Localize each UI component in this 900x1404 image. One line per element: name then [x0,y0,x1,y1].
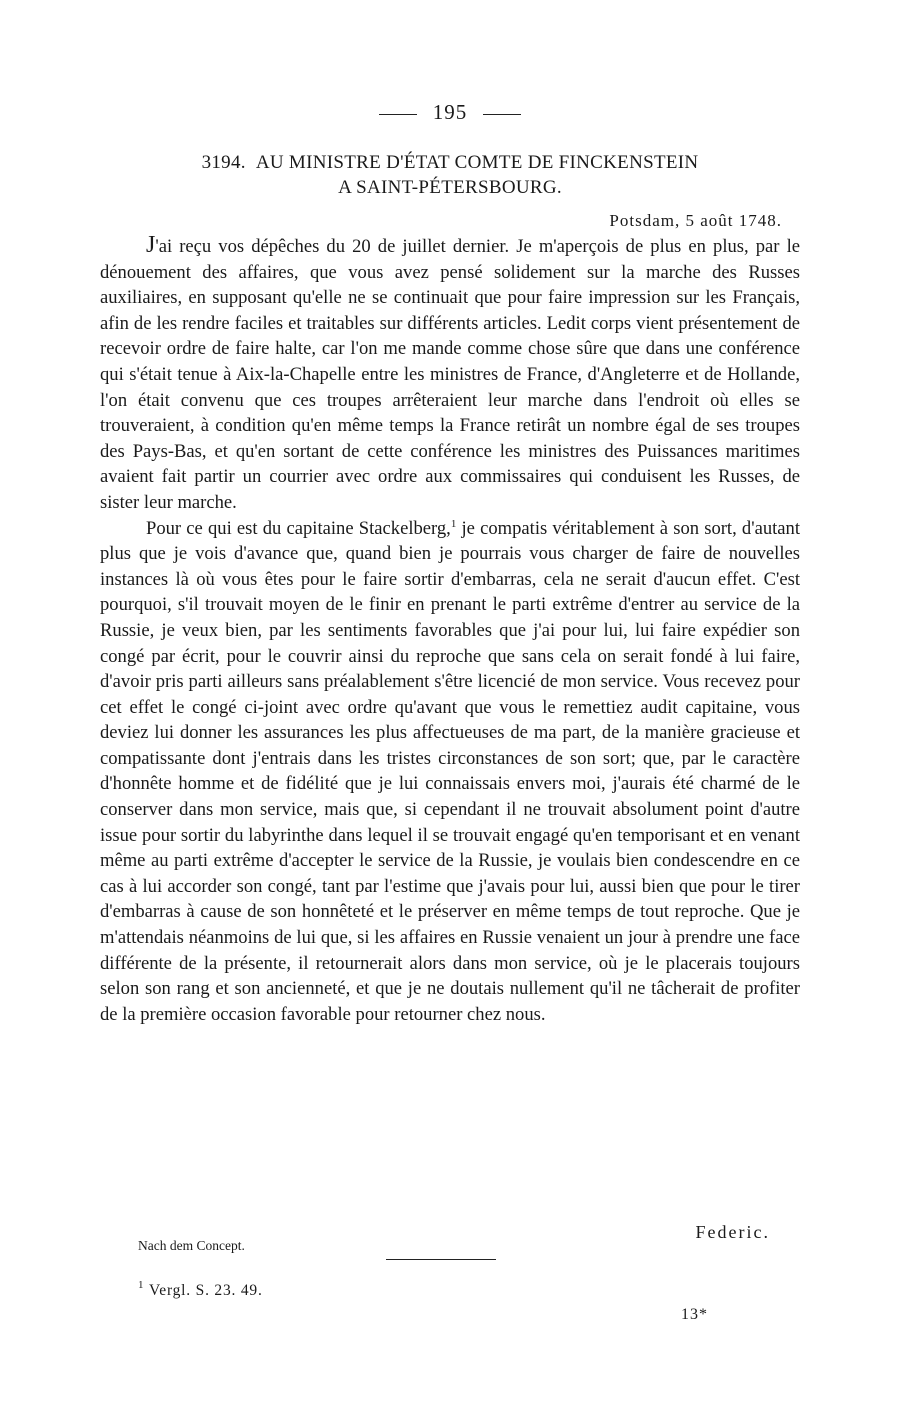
footnote-mark: 1 [138,1279,145,1291]
footnote-text: Vergl. S. 23. 49. [149,1282,263,1299]
footnote-divider [386,1259,496,1260]
header-dash-left [379,114,417,115]
letter-title [100,150,800,200]
footnote-reference: 1 [450,517,457,530]
paragraph-2 [100,516,800,1028]
page-header [0,100,900,125]
title-line-2: A SAINT-PÉTERSBOURG. [338,177,562,198]
paragraph-2-text-end: je compatis véritablement à son sort, d'autant plus que je vois d'avance que, quand bien je pourrais vous charger de faire de nouvelles instances là où vous êtes pour le faire sortir d'embarras, cela ne serait d'aucun effet. C'est pourquoi, s'il trouvait moyen de le finir en prenant le parti extrême d'entrer au service de la Russie, je veux bien, par les sentiments favorables que j'ai pour lui, lui faire expédier son congé par écrit, pour le couvrir ainsi du reproche que sans cela on serait fondé à lui faire, d'avoir pris parti ailleurs sans préalablement s'être licencié de mon service. Vous recevez pour cet effet le congé ci-joint avec ordre qu'avant que vous le remettiez audit capitaine, vous deviez lui donner les assurances les plus affectueuses de ma part, de la manière gracieuse et compatissante dont j'entrais dans les tristes circonstances de son sort; que, par le caractère d'honnête homme et de fidélité que je lui connaissais envers moi, j'aurais été charmé de le conserver dans mon service, mais que, si cependant il ne trouvait absolument point d'autre issue pour sortir du labyrinthe dans lequel il se trouvait engagé qu'en temporisant et en venant même au parti extrême d'accepter le service de la Russie, je voulais bien condescendre en ce cas à lui accorder son congé, tant par l'estime que j'avais pour lui, aussi bien que pour le tirer d'embarras à cause de son honnêteté et le préserver en même temps de tout reproche. Que je m'attendais néanmoins de lui que, si les affaires en Russie venaient un jour à prendre une face différente de la présente, il retournerait alors dans mon service, où je le placerais toujours selon son rang et son ancienneté, et que je ne doutais nullement qu'il ne tâcherait de profiter de la première occasion favorable pour retourner chez nous. [100,517,800,1025]
footnote [138,1279,263,1300]
title-recipient: AU MINISTRE D'ÉTAT COMTE DE FINCKENSTEIN [255,152,699,173]
title-line-1 [100,150,800,175]
letter-number: 3194. [201,152,246,173]
header-dash-right [483,114,521,115]
dateline: Potsdam, 5 août 1748. [609,211,782,230]
paragraph-1-text: 'ai reçu vos dépêches du 20 de juillet dernier. Je m'aperçois de plus en plus, par le dénouement des affaires, que vous avez pensé solidement sur la marche des Russes auxiliaires, en supposant qu'elle ne se continuait que pour faire impression sur les Français, afin de les rendre faciles et traitables sur différents articles. Ledit corps vient présentement de recevoir ordre de faire halte, car l'on me mande comme chose sûre que dans une conférence qui s'était tenue à Aix-la-Chapelle entre les ministres de France, d'Angleterre et de Hollande, l'on était convenu que ces troupes arrêteraient leur marche dans l'endroit où elles se trouveraient, à condition qu'en même temps la France retirât un nombre égal de ses troupes des Pays-Bas, et qu'en sortant de cette conférence les ministres des Puissances maritimes avaient fait partir un courrier avec ordre aux commissaires qui conduisent les Russes, de sister leur marche. [100,236,800,513]
paragraph-1 [100,234,800,516]
source-note: Nach dem Concept. [138,1238,245,1253]
paragraph-2-text-start: Pour ce qui est du capitaine Stackelberg, [146,517,451,539]
initial-letter: J [146,232,156,258]
letter-body [100,234,800,1027]
page-number: 195 [432,100,468,124]
printer-signature-mark: 13* [681,1306,708,1323]
signature: Federic. [695,1222,770,1242]
